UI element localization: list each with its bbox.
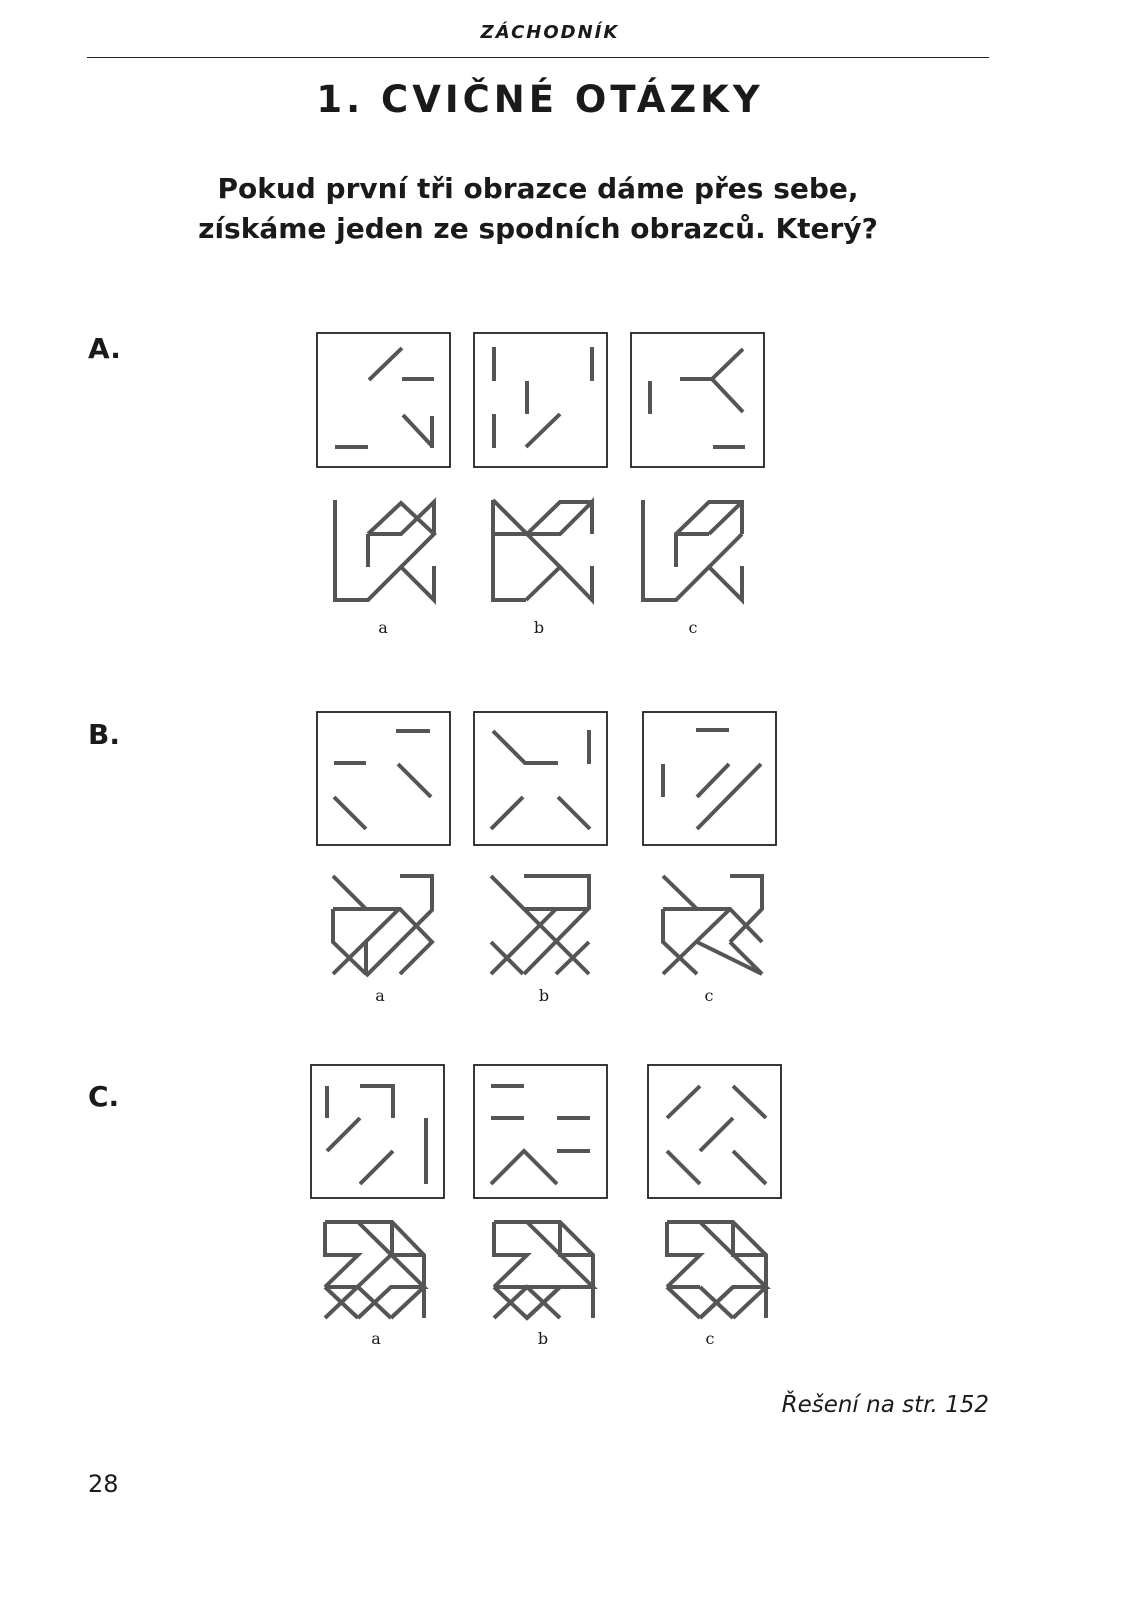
- section-a-choice-a: [335, 500, 434, 600]
- section-a-choice-c: [643, 500, 742, 600]
- instruction-line-1: Pokud první tři obrazce dáme přes sebe,: [217, 172, 859, 205]
- section-a-choice-a-label[interactable]: a: [378, 618, 388, 637]
- section-c-pattern-1: [311, 1065, 444, 1198]
- running-head: ZÁCHODNÍK: [480, 22, 620, 43]
- section-a-choice-c-label[interactable]: c: [688, 618, 698, 637]
- section-b-pattern-2: [474, 712, 607, 845]
- section-a-label: A.: [88, 332, 121, 365]
- section-b-choice-c-label[interactable]: c: [704, 986, 714, 1005]
- page-title: 1. CVIČNÉ OTÁZKY: [316, 78, 764, 121]
- section-a-pattern-3: [631, 333, 764, 467]
- section-b-choice-c: [663, 876, 762, 974]
- section-a-pattern-2: [474, 333, 607, 467]
- section-b-pattern-1: [317, 712, 450, 845]
- section-b-choice-a-label[interactable]: a: [375, 986, 385, 1005]
- section-c-pattern-3: [648, 1065, 781, 1198]
- section-c-choice-b: [494, 1222, 593, 1318]
- section-c-choice-a-label[interactable]: a: [371, 1329, 381, 1348]
- section-c-label: C.: [88, 1080, 120, 1113]
- section-b-choice-b-label[interactable]: b: [538, 986, 550, 1005]
- section-a-pattern-1: [317, 333, 450, 467]
- section-b-pattern-3: [643, 712, 776, 845]
- section-c-choice-a: [325, 1222, 424, 1318]
- solution-reference: Řešení na str. 152: [781, 1392, 989, 1418]
- section-a-choice-b: [493, 500, 592, 600]
- section-b-choice-b: [491, 876, 589, 974]
- section-b-choice-a: [333, 876, 432, 976]
- instruction-line-2: získáme jeden ze spodních obrazců. Který?: [198, 212, 878, 245]
- section-c-choice-b-label[interactable]: b: [537, 1329, 549, 1348]
- section-c-pattern-2: [474, 1065, 607, 1198]
- page-number: 28: [88, 1470, 119, 1498]
- section-c-choice-c-label[interactable]: c: [705, 1329, 715, 1348]
- section-a-choice-b-label[interactable]: b: [533, 618, 545, 637]
- section-c-choice-c: [667, 1222, 766, 1318]
- section-b-label: B.: [88, 718, 120, 751]
